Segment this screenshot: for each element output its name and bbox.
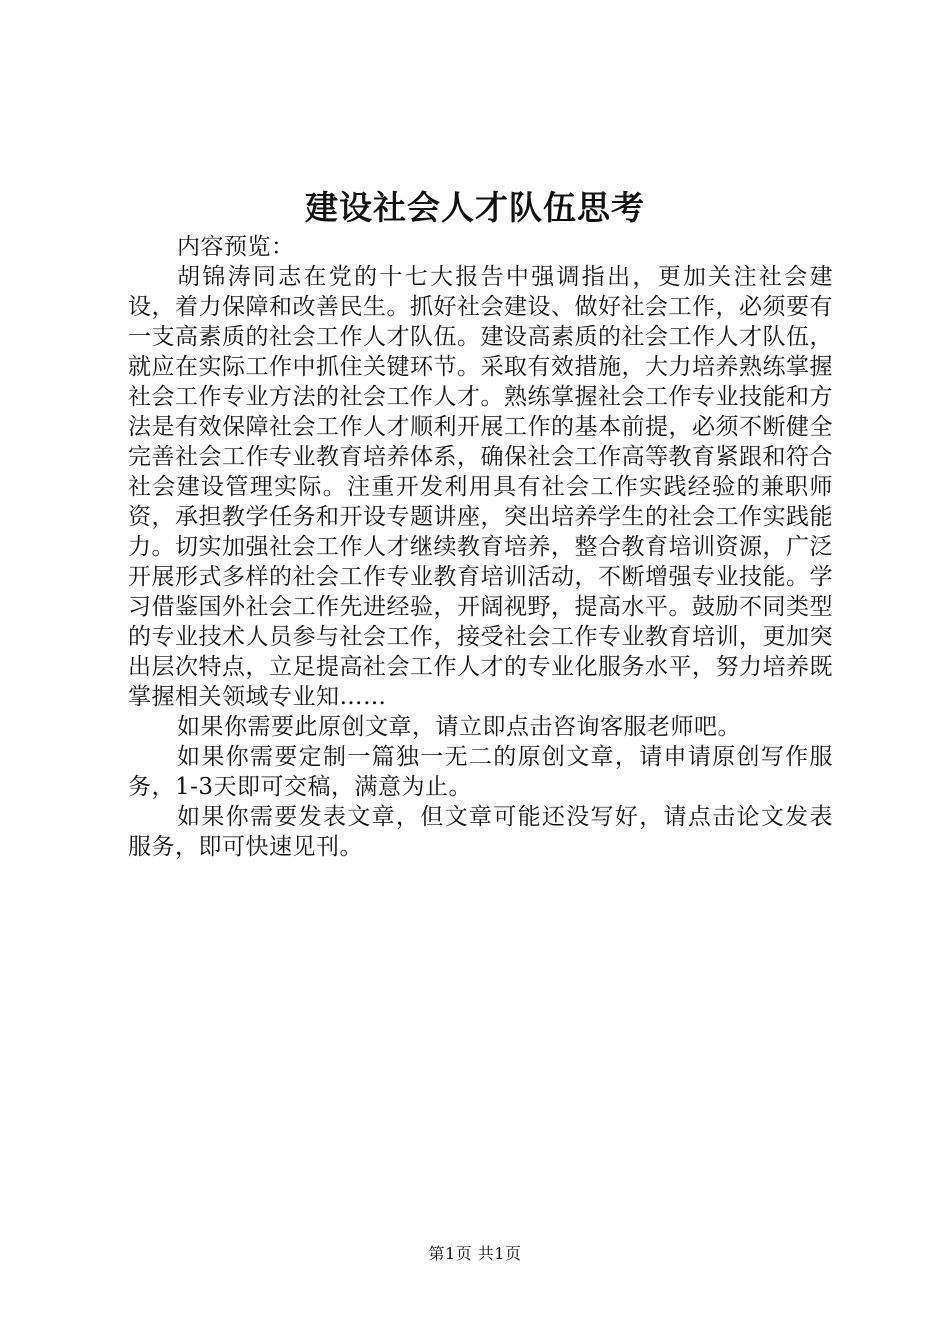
document-title: 建设社会人才队伍思考 <box>305 188 645 227</box>
preview-paragraph: 胡锦涛同志在党的十七大报告中强调指出，更加关注社会建设，着力保障和改善民生。抓好社会建设、做好社会工作，必须要有一支高素质的社会工作人才队伍。建设高素质的社会工作人才队伍，就应在实际工作中抓住关键环节。采取有效措施，大力培养熟练掌握社会工作专业方法的社会工作人才。熟练掌握社会工作专业技能和方法是有效保障社会工作人才顺利开展工作的基本前提，必须不断健全完善社会工作专业教育培养体系，确保社会工作高等教育紧跟和符合社会建设管理实际。注重开发利用具有社会工作实践经验的兼职师资，承担教学任务和开设专题讲座，突出培养学生的社会工作实践能力。切实加强社会工作人才继续教育培养，整合教育培训资源，广泛开展形式多样的社会工作专业教育培训活动，不断增强专业技能。学习借鉴国外社会工作先进经验，开阔视野，提高水平。鼓励不同类型的专业技术人员参与社会工作，接受社会工作专业教育培训，更加突出层次特点，立足提高社会工作人才的专业化服务水平，努力培养既掌握相关领域专业知…… <box>128 264 833 710</box>
custom-writing-paragraph: 如果你需要定制一篇独一无二的原创文章，请申请原创写作服务，1-3天即可交稿，满意为止。 <box>128 744 833 800</box>
page-footer: 第1页 共1页 <box>428 1244 522 1263</box>
document-body <box>128 232 833 862</box>
consult-paragraph: 如果你需要此原创文章，请立即点击咨询客服老师吧。 <box>177 714 741 740</box>
publishing-paragraph: 如果你需要发表文章，但文章可能还没写好，请点击论文发表服务，即可快速见刊。 <box>128 804 833 860</box>
preview-label: 内容预览： <box>177 234 295 260</box>
